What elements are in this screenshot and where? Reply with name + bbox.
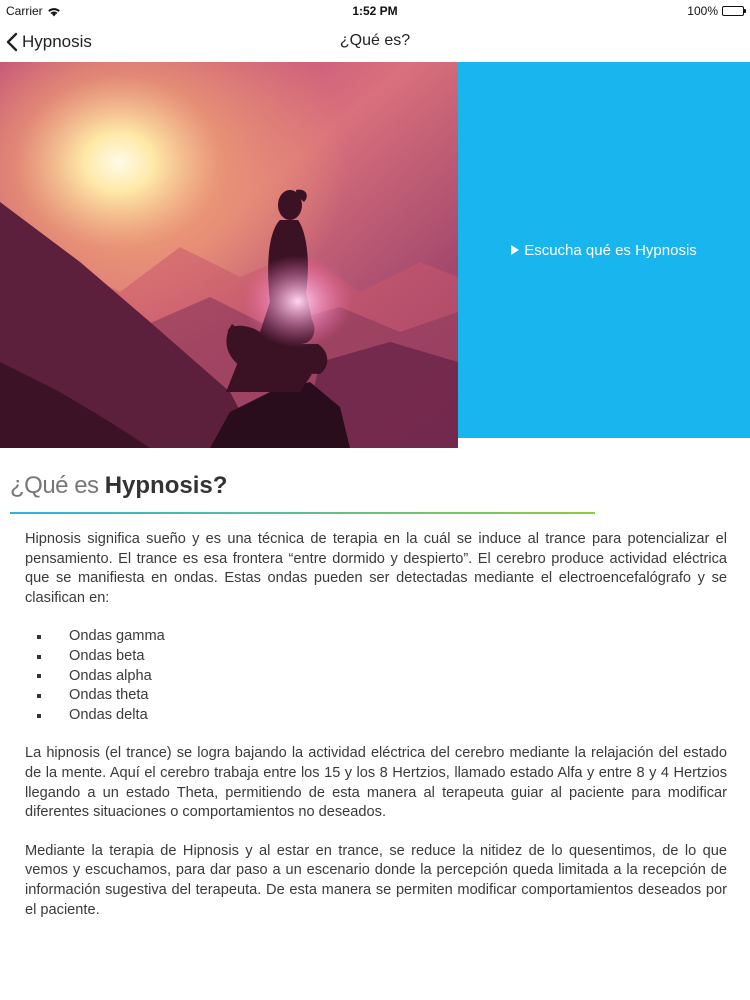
battery-percent: 100% — [687, 4, 718, 18]
paragraph-trance: La hipnosis (el trance) se logra bajando la actividad eléctrica del cerebro mediante la relajación del estado de la mente. Aquí el cerebro trabaja entre los 15 y los 8 Hertzios, llamado estado Alfa y entre 8 y 4 Hertzios llegando a un estado Theta, permitiendo de esta manera al terapeuta guiar al paciente para modificar diferentes situaciones o comportamientos no deseados. — [25, 745, 727, 821]
back-label: Hypnosis — [22, 32, 92, 51]
list-item — [37, 706, 727, 726]
bullet-icon — [37, 674, 41, 678]
bullet-icon — [37, 714, 41, 718]
listen-audio-button[interactable] — [511, 242, 697, 259]
list-item — [37, 647, 727, 667]
nav-bar — [0, 22, 750, 62]
heading-bold: Hypnosis? — [104, 472, 228, 499]
wave-label: Ondas beta — [69, 647, 145, 664]
wave-label: Ondas theta — [69, 687, 149, 704]
list-item — [37, 627, 727, 647]
status-right — [687, 4, 744, 18]
status-bar — [0, 0, 750, 22]
paragraph-intro: Hipnosis significa sueño y es una técnica de terapia en la cuál se induce al trance para potencializar el pensamiento. El trance es esa frontera “entre dormido y despierto”. El cerebro produce actividad eléctrica que se manifiesta en ondas. Estas ondas pueden ser detectadas mediante el electroencefalógrafo y se clasifican en: — [25, 531, 727, 606]
paragraph-therapy: Mediante la terapia de Hipnosis y al estar en trance, se reduce la nitidez de lo quesentimos, de lo que vemos y escuchamos, para dar paso a un escenario donde la percepción queda limitada a la recepción de información sugestiva del terapeuta. De esta manera se permiten modificar comportamientos deseados por el paciente. — [25, 842, 727, 918]
battery-icon — [722, 6, 744, 16]
heading-light: ¿Qué es — [10, 472, 105, 499]
carrier-label: Carrier — [6, 4, 43, 18]
wave-label: Ondas delta — [69, 706, 148, 723]
list-item — [37, 667, 727, 687]
wave-label: Ondas gamma — [69, 628, 165, 645]
meditation-sunset-image — [0, 62, 458, 448]
bullet-icon — [37, 655, 41, 659]
bullet-icon — [37, 635, 41, 639]
audio-panel[interactable] — [458, 62, 750, 438]
status-time: 1:52 PM — [352, 4, 398, 18]
wave-label: Ondas alpha — [69, 667, 152, 684]
nav-title: ¿Qué es? — [339, 32, 411, 49]
play-icon — [511, 245, 519, 255]
waves-list — [37, 627, 727, 725]
page-heading — [10, 472, 227, 500]
hero-image — [0, 62, 458, 448]
bullet-icon — [37, 694, 41, 698]
list-item — [37, 686, 727, 706]
listen-audio-label: Escucha qué es Hypnosis — [524, 241, 697, 259]
article-body — [25, 530, 727, 939]
heading-divider — [10, 512, 595, 514]
